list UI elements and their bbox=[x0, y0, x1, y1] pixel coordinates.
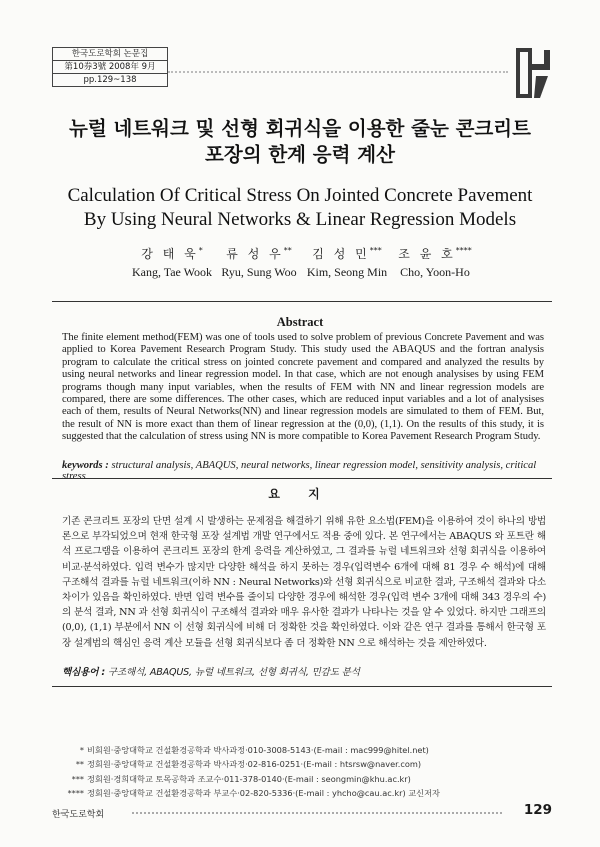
society-logo-icon bbox=[510, 40, 552, 106]
author-footnotes bbox=[62, 743, 542, 800]
author-name-ko: 김 성 민 bbox=[312, 247, 370, 261]
title-korean-line1: 뉴럴 네트워크 및 선형 회귀식을 이용한 줄눈 콘크리트 bbox=[69, 117, 531, 140]
abstract-text: The finite element method(FEM) was one of tools used to solve problem of previous Concrete Pavement and was applied to Korea Pavement Research Program Study. This study used the ABAQUS and the fortran analysis program to calculate the critical stress on jointed concrete pavement and compared and analyzed the results by using neural networks and linear regression model. In that case, which are not enough analysises by using FEM programs though many input variables, when the results of FEM with NN and linear regression models are compared, there are some differences. The other cases, which are reduced input variables and a lot of analysises each of them, results of Neural Networks(NN) and linear regression models are simulated to them of FEM. But, the result of NN is more exact than them of linear regression at the (0,0), (1,1). On the results of this study, it is suggested that the calculation of stress using NN is more compatible to Korea Pavement Research Program Study. bbox=[62, 332, 544, 443]
author-mark: *** bbox=[369, 246, 382, 255]
keywords-list: structural analysis, ABAQUS, neural networks, linear regression model, sensitivity analysis, critical stress bbox=[62, 460, 537, 482]
core-keywords-label: 핵심용어 : bbox=[62, 667, 106, 678]
author-mark: **** bbox=[455, 246, 472, 255]
author-name-ko: 강 태 욱 bbox=[141, 247, 199, 261]
author-name-en: Ryu, Sung Woo bbox=[221, 265, 297, 279]
divider bbox=[52, 301, 552, 302]
title-english bbox=[0, 184, 600, 232]
footnote bbox=[62, 786, 542, 800]
footnote-text: 정회원·중앙대학교 건설환경공학과 박사과정·02-816-0251·(E-mail : htsrsw@naver.com) bbox=[87, 759, 422, 770]
footnote-mark: **** bbox=[67, 787, 84, 798]
footnote bbox=[62, 757, 542, 771]
yoji-heading: 요 지 bbox=[268, 487, 332, 501]
footer-org: 한국도로학회 bbox=[52, 810, 105, 820]
title-english-line1: Calculation Of Critical Stress On Jointed Concrete Pavement bbox=[67, 185, 533, 206]
footer-dotted-rule bbox=[132, 812, 502, 814]
title-english-line2: By Using Neural Networks & Linear Regression Models bbox=[83, 209, 517, 230]
author-name-ko: 류 성 우 bbox=[226, 247, 284, 261]
footnote-text: 비회원·중앙대학교 건설환경공학과 박사과정·010-3008-5143·(E-mail : mac999@hitel.net) bbox=[87, 745, 429, 755]
footnote-mark: * bbox=[79, 745, 84, 755]
core-keywords bbox=[62, 664, 542, 678]
author-name-ko: 조 윤 호 bbox=[398, 247, 456, 261]
journal-pages: pp.129~138 bbox=[83, 75, 137, 85]
author-name-en: Kang, Tae Wook bbox=[131, 265, 213, 279]
keywords-label: keywords : bbox=[62, 460, 109, 471]
author bbox=[380, 245, 490, 280]
divider bbox=[52, 686, 552, 687]
author-mark: * bbox=[198, 246, 203, 255]
page-number: 129 bbox=[523, 802, 552, 818]
footnote-mark: ** bbox=[75, 759, 84, 770]
author-name-en: Cho, Yoon-Ho bbox=[400, 265, 470, 279]
title-korean bbox=[0, 116, 600, 168]
footnote bbox=[62, 772, 542, 786]
journal-name: 한국도로학회 논문집 bbox=[53, 48, 167, 61]
yoji-text: 기존 콘크리트 포장의 단면 설계 시 발생하는 문제점을 해결하기 위해 유한 요소법(FEM)을 이용하여 것이 하나의 방법론으로 부각되었으며 현재 한국형 포장 설계법 개발 연구에서도 적용 중에 있다. 본 연구에서는 ABAQUS 와 포트란 해석 프로그램을 이용하여 콘크리트 포장의 한계 응력을 계산하였고, 그 결과를 뉴럴 네트워크와 선형 회귀식을 이용하여 비교·분석하였다. 입력 변수가 많지만 다양한 해석을 하지 못하는 경우(입력변수 6개에 대해 81 경우 수 해석)에 대해 구조해석 결과를 뉴럴 네트워크(이하 NN : Neural Networks)와 선형 회귀식으로 비교한 결과, 구조해석 결과와 다소 차이가 있음을 확인하였다. 반면 입력 변수를 줄이되 다양한 경우에 해석한 경우(입력 변수 3개에 대해 343 경우의 수)의 분석 결과, NN 과 선형 회귀식이 구조해석 결과와 매우 유사한 결과가 나타나는 것을 알 수 있었다. 하지만 그래프의 (0,0), (1,1) 부분에서 NN 이 선형 회귀식에 비해 더 정확한 것을 확인하였다. 이와 같은 연구 결과를 통해서 한국형 포장 설계법의 핵심인 응력 계산 모듈을 선형 회귀식보다 좀 더 정확한 NN 으로 해석하는 것을 제안하였다. bbox=[62, 516, 546, 649]
author-mark: ** bbox=[283, 246, 292, 255]
header-dotted-rule bbox=[168, 71, 508, 73]
title-korean-line2: 포장의 한계 응력 계산 bbox=[205, 143, 395, 166]
abstract-heading: Abstract bbox=[276, 315, 324, 329]
footnote-mark: *** bbox=[71, 773, 84, 784]
footnote-text: 정회원·경희대학교 토목공학과 조교수·011-378-0140·(E-mail : seongmin@khu.ac.kr) bbox=[87, 773, 411, 784]
journal-volume: 第10券3號 2008年 9月 bbox=[53, 61, 167, 74]
author-name-en: Kim, Seong Min bbox=[306, 265, 388, 279]
footnote bbox=[62, 743, 542, 757]
footnote-text: 정회원·중앙대학교 건설환경공학과 부교수·02-820-5336·(E-mail : yhcho@cau.ac.kr) 교신저자 bbox=[87, 787, 440, 798]
core-keywords-list: 구조해석, ABAQUS, 뉴럴 네트워크, 선형 회귀식, 민감도 분석 bbox=[107, 667, 360, 678]
divider bbox=[52, 478, 552, 479]
journal-info-box bbox=[52, 47, 168, 87]
